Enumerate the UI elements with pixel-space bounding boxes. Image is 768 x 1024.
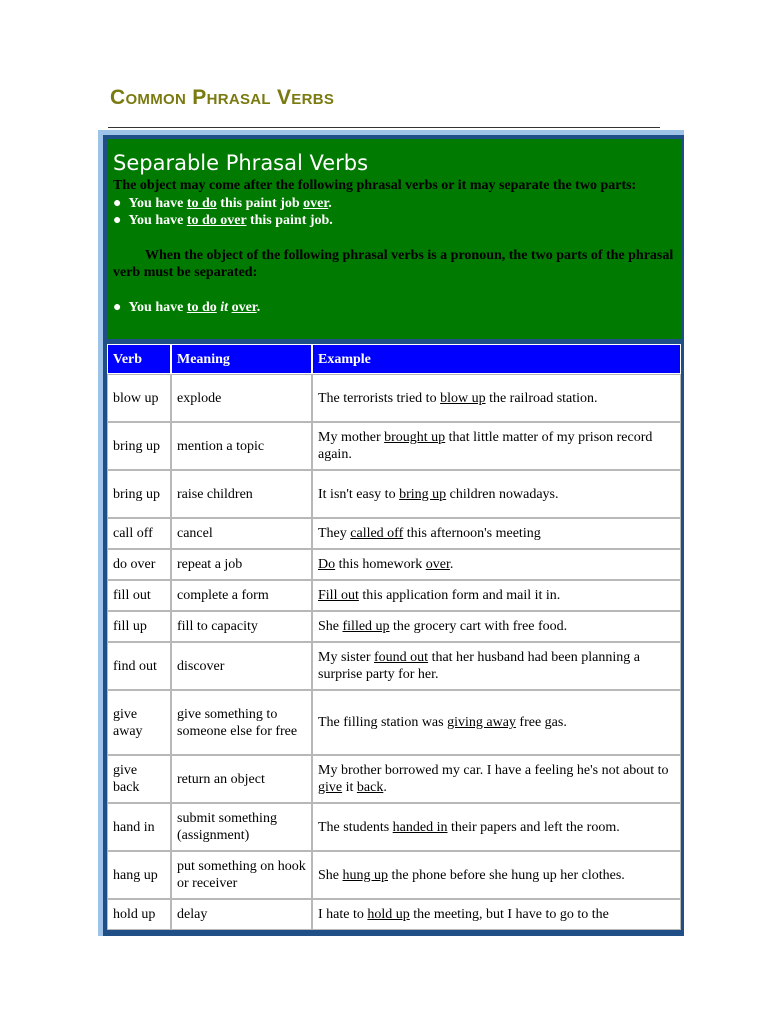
- header-verb: Verb: [107, 344, 171, 374]
- example-bullet: ● You have to do over this paint job.: [113, 213, 333, 228]
- table-row: [107, 518, 681, 549]
- table-header-row: [107, 344, 681, 374]
- example-cell: My brother borrowed my car. I have a feeling he's not about to give it back.: [312, 755, 681, 803]
- table-row: [107, 549, 681, 580]
- page-title: Common Phrasal Verbs: [110, 86, 335, 109]
- example-cell: My sister found out that her husband had been planning a surprise party for her.: [312, 642, 681, 690]
- meaning-cell: put something on hook or receiver: [171, 851, 312, 899]
- verb-cell: hold up: [107, 899, 171, 930]
- phrasal-verbs-frame: [98, 130, 684, 936]
- example-cell: Do this homework over.: [312, 549, 681, 580]
- verb-cell: fill up: [107, 611, 171, 642]
- bullet-icon: ●: [113, 195, 129, 211]
- meaning-cell: discover: [171, 642, 312, 690]
- meaning-cell: return an object: [171, 755, 312, 803]
- table-row: [107, 803, 681, 851]
- table-row: [107, 374, 681, 422]
- table-row: [107, 642, 681, 690]
- section-heading: Separable Phrasal Verbs: [113, 151, 369, 175]
- meaning-cell: explode: [171, 374, 312, 422]
- verb-cell: bring up: [107, 422, 171, 470]
- verb-cell: hang up: [107, 851, 171, 899]
- phrasal-verbs-table: [107, 344, 681, 930]
- verb-cell: give away: [107, 690, 171, 755]
- example-bullet: ● You have to do this paint job over.: [113, 195, 332, 211]
- meaning-cell: raise children: [171, 470, 312, 518]
- intro-panel: [107, 139, 681, 339]
- header-example: Example: [312, 344, 681, 374]
- intro-text: The object may come after the following phrasal verbs or it may separate the two parts:: [113, 178, 637, 193]
- example-cell: Fill out this application form and mail it in.: [312, 580, 681, 611]
- table-row: [107, 851, 681, 899]
- bullet-icon: ●: [113, 299, 129, 315]
- meaning-cell: fill to capacity: [171, 611, 312, 642]
- example-cell: The students handed in their papers and left the room.: [312, 803, 681, 851]
- verb-cell: blow up: [107, 374, 171, 422]
- example-bullet: ● You have to do it over.: [113, 299, 261, 315]
- verb-cell: give back: [107, 755, 171, 803]
- verb-cell: bring up: [107, 470, 171, 518]
- meaning-cell: give something to someone else for free: [171, 690, 312, 755]
- example-cell: They called off this afternoon's meeting: [312, 518, 681, 549]
- table-row: [107, 899, 681, 930]
- meaning-cell: repeat a job: [171, 549, 312, 580]
- meaning-cell: cancel: [171, 518, 312, 549]
- table-row: [107, 755, 681, 803]
- meaning-cell: mention a topic: [171, 422, 312, 470]
- pronoun-rule-text: When the object of the following phrasal verbs is a pronoun, the two parts of the phrasal verb must be separated:: [113, 247, 674, 280]
- verb-cell: fill out: [107, 580, 171, 611]
- header-meaning: Meaning: [171, 344, 312, 374]
- bullet-icon: ●: [113, 213, 129, 228]
- table-row: [107, 611, 681, 642]
- table-row: [107, 422, 681, 470]
- example-cell: She hung up the phone before she hung up her clothes.: [312, 851, 681, 899]
- table-row: [107, 470, 681, 518]
- meaning-cell: submit something (assignment): [171, 803, 312, 851]
- example-cell: The terrorists tried to blow up the railroad station.: [312, 374, 681, 422]
- table-row: [107, 690, 681, 755]
- meaning-cell: delay: [171, 899, 312, 930]
- example-cell: The filling station was giving away free gas.: [312, 690, 681, 755]
- verb-cell: hand in: [107, 803, 171, 851]
- title-divider: [108, 127, 660, 128]
- verb-cell: do over: [107, 549, 171, 580]
- verb-cell: find out: [107, 642, 171, 690]
- example-cell: It isn't easy to bring up children nowadays.: [312, 470, 681, 518]
- example-cell: She filled up the grocery cart with free food.: [312, 611, 681, 642]
- table-row: [107, 580, 681, 611]
- example-cell: I hate to hold up the meeting, but I have to go to the: [312, 899, 681, 930]
- verb-cell: call off: [107, 518, 171, 549]
- example-cell: My mother brought up that little matter of my prison record again.: [312, 422, 681, 470]
- meaning-cell: complete a form: [171, 580, 312, 611]
